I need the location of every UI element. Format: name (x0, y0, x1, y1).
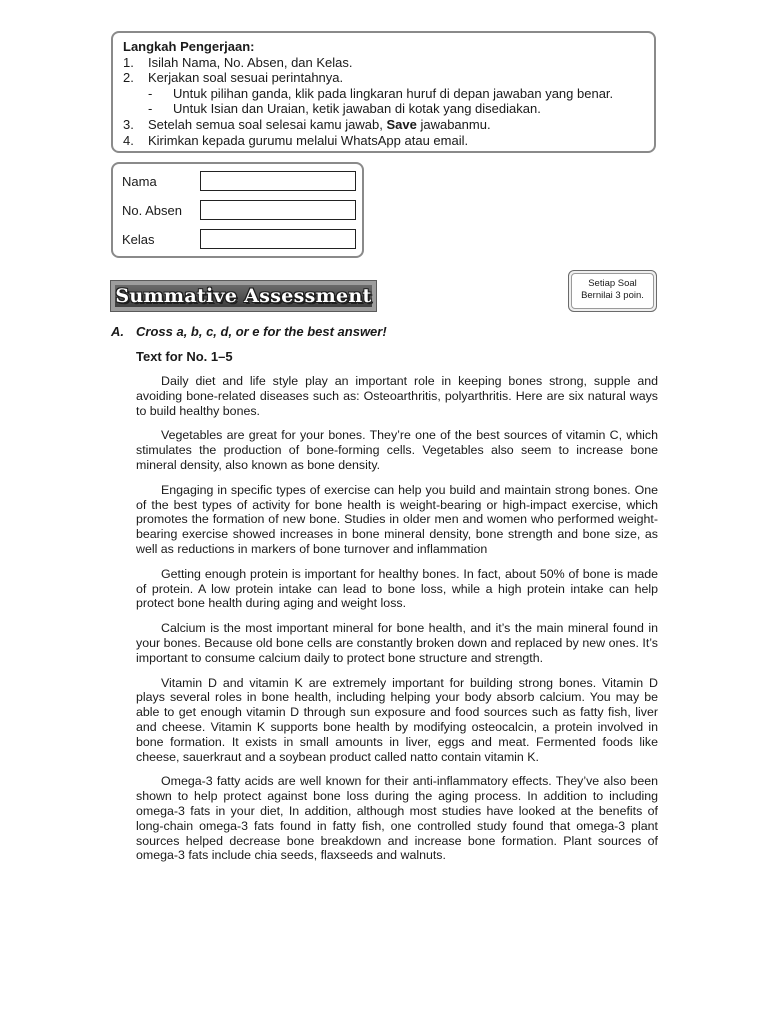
section-letter: A. (111, 324, 124, 339)
passage-paragraph: Daily diet and life style play an important role in keeping bones strong, supple and avoiding bone-related diseases such as: Osteoarthritis, polyarthritis. Here are six natural ways to build healthy bones. (136, 374, 658, 418)
step-text: Isilah Nama, No. Absen, dan Kelas. (148, 54, 353, 70)
score-note-line2: Bernilai 3 poin. (581, 290, 644, 301)
absen-label: No. Absen (122, 202, 182, 218)
absen-input[interactable] (200, 200, 356, 220)
instruction-substep (123, 86, 644, 102)
score-note-box (568, 270, 657, 312)
step-number: 3. (123, 116, 134, 132)
name-label: Nama (122, 173, 157, 189)
instructions-box (111, 31, 656, 153)
instruction-step (123, 70, 644, 86)
substep-dash: - (148, 85, 153, 101)
reading-passage (136, 374, 658, 873)
step-text-after: jawabanmu. (416, 116, 491, 132)
score-note-line1: Setiap Soal (588, 278, 637, 289)
name-row (122, 170, 356, 192)
student-identity-box (111, 162, 364, 258)
save-keyword: Save (386, 116, 417, 132)
step-number: 2. (123, 70, 134, 86)
substep-dash: - (148, 101, 153, 117)
step-number: 4. (123, 132, 134, 148)
banner-inner (115, 285, 372, 307)
class-input[interactable] (200, 229, 356, 249)
name-input[interactable] (200, 171, 356, 191)
absen-row (122, 199, 356, 221)
summative-banner (110, 280, 377, 312)
passage-paragraph: Getting enough protein is important for healthy bones. In fact, about 50% of bone is made of protein. A low protein intake can lead to bone loss, while a high protein intake can help protect bone health during aging and weight loss. (136, 566, 658, 611)
instructions-title: Langkah Pengerjaan: (123, 39, 255, 54)
passage-heading: Text for No. 1–5 (136, 349, 233, 364)
banner-title: Summative Assessment (115, 285, 372, 307)
step-text: Kirimkan kepada gurumu melalui WhatsApp atau email. (148, 132, 469, 148)
step-text (148, 117, 491, 133)
score-note-inner (571, 273, 654, 309)
step-number: 1. (123, 54, 134, 70)
passage-paragraph: Vitamin D and vitamin K are extremely important for building strong bones. Vitamin D plays several roles in bone health, including helping your body absorb calcium. You may be able to get enough vitamin D through sun exposure and food sources such as fatty fish, liver and cheese. Vitamin K supports bone health by modifying osteocalcin, a protein involved in bone formation. It exists in small amounts in liver, eggs and meat. Fermented foods like cheese, sauerkraut and a soybean product called natto contain vitamin K. (136, 675, 658, 764)
instruction-step (123, 133, 644, 149)
instruction-step (123, 117, 644, 133)
section-instruction-text: Cross a, b, c, d, or e for the best answer! (136, 324, 387, 339)
class-label: Kelas (122, 231, 155, 247)
instruction-step (123, 55, 644, 71)
step-text-before: Setelah semua soal selesai kamu jawab, (148, 116, 387, 132)
step-text: Kerjakan soal sesuai perintahnya. (148, 70, 344, 86)
passage-paragraph: Calcium is the most important mineral for bone health, and it’s the main mineral found in your bones. Because old bone cells are constantly broken down and replaced by new ones. It’s important to consume calcium daily to protect bone structure and strength. (136, 621, 658, 665)
substep-text: Untuk pilihan ganda, klik pada lingkaran huruf di depan jawaban yang benar. (173, 85, 614, 101)
instruction-substep (123, 101, 644, 117)
substep-text: Untuk Isian dan Uraian, ketik jawaban di kotak yang disediakan. (173, 101, 541, 117)
passage-paragraph: Engaging in specific types of exercise can help you build and maintain strong bones. One of the best types of activity for bone health is weight-bearing or high-impact exercise, which promotes the formation of new bone. Studies in older men and women who performed weight-bearing exercise showed increases in bone mineral density, bone strength and bone size, as well as reductions in markers of bone turnover and inflammation (136, 482, 658, 556)
class-row (122, 228, 356, 250)
passage-paragraph: Vegetables are great for your bones. They’re one of the best sources of vitamin C, which stimulates the production of bone-forming cells. Vegetables also seem to increase bone mineral density, also known as bone density. (136, 428, 658, 472)
section-instruction (111, 324, 387, 339)
passage-paragraph: Omega-3 fatty acids are well known for their anti-inflammatory effects. They’ve also been shown to help protect against bone loss during the aging process. In addition to including omega-3 fats in your diet, In addition, although most studies have looked at the benefits of long-chain omega-3 fats found in fatty fish, one controlled study found that omega-3 plant sources helped decrease bone breakdown and increase bone formation. Plant sources of omega-3 fats include chia seeds, flaxseeds and walnuts. (136, 774, 658, 863)
